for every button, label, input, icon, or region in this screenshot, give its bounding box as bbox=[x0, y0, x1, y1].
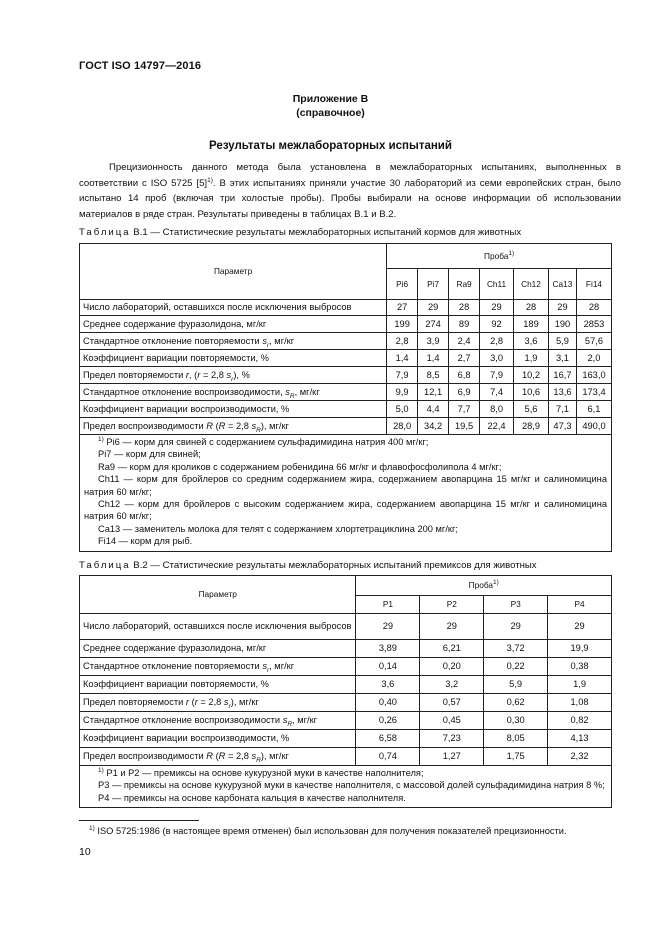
table-row bbox=[80, 367, 612, 384]
row-label-part: Стандартное отклонение воспроизводимости, bbox=[83, 386, 286, 397]
row-label-part: R bbox=[218, 751, 226, 761]
row-label-part: , ( bbox=[189, 369, 198, 380]
table-cell: 19,9 bbox=[548, 640, 612, 658]
row-label-part: = 2,8 bbox=[225, 751, 252, 761]
row-parameter bbox=[80, 730, 356, 748]
table-cell: 2,0 bbox=[576, 350, 611, 367]
table-cell: 3,2 bbox=[420, 676, 484, 694]
table-cell: 4,4 bbox=[418, 401, 449, 418]
table-cell: 7,7 bbox=[449, 401, 480, 418]
row-label-part: , мг/кг bbox=[269, 661, 295, 671]
table-cell: 28 bbox=[576, 300, 611, 316]
table1-column-header: Fi14 bbox=[576, 269, 611, 300]
row-label-part: Предел повторяемости bbox=[83, 369, 186, 380]
table-cell: 163,0 bbox=[576, 367, 611, 384]
table2 bbox=[79, 575, 612, 808]
table-row bbox=[80, 300, 612, 316]
row-label-subscript: R bbox=[256, 426, 261, 434]
table-cell: 3,0 bbox=[480, 350, 514, 367]
table1-caption bbox=[79, 227, 521, 238]
row-label-subscript: R bbox=[256, 756, 261, 764]
footnote-separator bbox=[79, 820, 199, 821]
table1-column-header: Ch11 bbox=[480, 269, 514, 300]
table-cell: 12,1 bbox=[418, 384, 449, 401]
row-label: Число лабораторий, оставшихся после исключения выбросов bbox=[83, 302, 352, 312]
row-label-part: r bbox=[194, 697, 198, 707]
table-cell: 7,23 bbox=[420, 730, 484, 748]
row-label-part: s bbox=[262, 661, 267, 671]
table-cell: 16,7 bbox=[548, 367, 576, 384]
table-row bbox=[80, 730, 612, 748]
table1-proba-footnote-ref: 1) bbox=[508, 249, 515, 257]
table-row bbox=[80, 658, 612, 676]
row-label-subscript: r bbox=[266, 341, 270, 349]
table-cell: 274 bbox=[418, 316, 449, 333]
page-number: 10 bbox=[79, 846, 91, 858]
row-label-part: r bbox=[197, 369, 201, 380]
table-cell: 9,9 bbox=[387, 384, 418, 401]
table1-column-header: Pi7 bbox=[418, 269, 449, 300]
table-cell: 6,9 bbox=[449, 384, 480, 401]
note-line bbox=[84, 523, 607, 535]
table-cell: 1,4 bbox=[418, 350, 449, 367]
table-cell: 29 bbox=[420, 614, 484, 640]
table2-column-header: P2 bbox=[420, 596, 484, 614]
table-cell: 8,0 bbox=[480, 401, 514, 418]
row-parameter bbox=[80, 350, 387, 367]
row-parameter bbox=[80, 300, 387, 316]
intro-footnote-ref: 1) bbox=[207, 176, 213, 184]
row-label-part: , мг/кг bbox=[269, 335, 295, 346]
table-cell: 28 bbox=[514, 300, 549, 316]
table-cell: 34,2 bbox=[418, 418, 449, 435]
table-cell: 57,6 bbox=[576, 333, 611, 350]
row-parameter bbox=[80, 640, 356, 658]
table-cell: 0,22 bbox=[484, 658, 548, 676]
row-label-part: Предел воспроизводимости bbox=[83, 420, 207, 431]
row-label-part: R bbox=[218, 420, 226, 431]
table-cell: 1,75 bbox=[484, 748, 548, 766]
table-cell: 490,0 bbox=[576, 418, 611, 435]
row-label-part: Стандартное отклонение повторяемости bbox=[83, 335, 263, 346]
table-cell: 3,6 bbox=[356, 676, 420, 694]
table-row bbox=[80, 384, 612, 401]
table-cell: 10,6 bbox=[514, 384, 549, 401]
table-cell: 0,14 bbox=[356, 658, 420, 676]
table-cell: 6,21 bbox=[420, 640, 484, 658]
row-label: Коэффициент вариации повторяемости, % bbox=[83, 352, 269, 363]
row-label-part: ( bbox=[212, 751, 219, 761]
table-row bbox=[80, 712, 612, 730]
appendix-title: Приложение В bbox=[292, 93, 369, 105]
table-cell: 189 bbox=[514, 316, 549, 333]
table2-proba-header bbox=[356, 576, 612, 596]
table-cell: 1,27 bbox=[420, 748, 484, 766]
table-cell: 8,05 bbox=[484, 730, 548, 748]
table-row bbox=[80, 401, 612, 418]
row-label-part: , мг/кг bbox=[294, 386, 320, 397]
row-label-part: R bbox=[206, 751, 213, 761]
row-label-part: , мг/кг bbox=[292, 715, 318, 725]
row-label-part: s bbox=[251, 420, 257, 431]
note-marker: 1) bbox=[98, 435, 104, 443]
table-row bbox=[80, 333, 612, 350]
table-cell: 3,9 bbox=[418, 333, 449, 350]
note-line bbox=[84, 473, 607, 498]
table-cell: 7,9 bbox=[480, 367, 514, 384]
row-label-part: s bbox=[223, 697, 229, 707]
footnote-text: ISO 5725:1986 (в настоящее время отменен) был использован для получения показателей прецизионности. bbox=[94, 826, 567, 836]
table-cell: 0,38 bbox=[548, 658, 612, 676]
table2-caption bbox=[79, 560, 537, 571]
row-parameter bbox=[80, 748, 356, 766]
table-cell: 173,4 bbox=[576, 384, 611, 401]
note-line bbox=[84, 461, 607, 473]
table-cell: 7,4 bbox=[480, 384, 514, 401]
note-line bbox=[84, 779, 607, 791]
row-label-subscript: r bbox=[228, 702, 231, 710]
table-cell: 28,9 bbox=[514, 418, 549, 435]
table-cell: 89 bbox=[449, 316, 480, 333]
note-line bbox=[84, 792, 607, 804]
note-line bbox=[84, 535, 607, 547]
table-row bbox=[80, 418, 612, 435]
table-cell: 5,9 bbox=[548, 333, 576, 350]
row-parameter bbox=[80, 694, 356, 712]
note-line bbox=[84, 448, 607, 460]
table1-notes-row bbox=[80, 435, 612, 552]
note-text: Ch12 — корм для бройлеров с высоким содержанием жира, содержанием авопарцина 15 мг/кг и салиномицина натрия 60 мг/кг; bbox=[84, 499, 607, 522]
table-cell: 29 bbox=[356, 614, 420, 640]
row-label-part: = 2,8 bbox=[200, 369, 227, 380]
table2-column-header: P3 bbox=[484, 596, 548, 614]
table-cell: 92 bbox=[480, 316, 514, 333]
table1-caption-label: Таблица bbox=[79, 227, 131, 238]
row-label-part: s bbox=[251, 751, 257, 761]
table2-proba-label: Проба bbox=[468, 580, 494, 590]
table-cell: 10,2 bbox=[514, 367, 549, 384]
table1-column-header: Ca13 bbox=[548, 269, 576, 300]
table-cell: 2,8 bbox=[480, 333, 514, 350]
table1-notes bbox=[80, 435, 612, 552]
table-row bbox=[80, 694, 612, 712]
table1-proba-header bbox=[387, 244, 612, 269]
table-cell: 199 bbox=[387, 316, 418, 333]
table-cell: 3,89 bbox=[356, 640, 420, 658]
note-text: P4 — премиксы на основе карбоната кальция в качестве наполнителя. bbox=[98, 792, 406, 803]
table-cell: 190 bbox=[548, 316, 576, 333]
row-label-part: ), мг/кг bbox=[260, 420, 289, 431]
table-row bbox=[80, 350, 612, 367]
row-label-part: Стандартное отклонение воспроизводимости bbox=[83, 715, 283, 725]
row-label-subscript: r bbox=[266, 666, 270, 674]
note-text: Ch11 — корм для бройлеров со средним содержанием жира, содержанием авопарцина 15 мг/кг и салиномицина натрия 60 мг/кг; bbox=[84, 474, 607, 497]
table-cell: 27 bbox=[387, 300, 418, 316]
section-title: Результаты межлабораторных испытаний bbox=[209, 140, 452, 152]
row-label-part: ), мг/кг bbox=[230, 697, 259, 707]
table-cell: 1,08 bbox=[548, 694, 612, 712]
intro-text-1: Прецизионность данного метода была установлена в межлабораторных испытаниях, выполненных в соответствии с ISO 5725 [5] bbox=[79, 162, 621, 189]
intro-paragraph bbox=[79, 160, 621, 222]
table-cell: 0,40 bbox=[356, 694, 420, 712]
note-text: Pi6 — корм для свиней с содержанием сульфадимидина натрия 400 мг/кг; bbox=[103, 437, 429, 447]
table1-caption-text: В.1 — Статистические результаты межлабораторных испытаний кормов для животных bbox=[133, 227, 522, 238]
row-label-part: s bbox=[285, 386, 290, 397]
table-cell: 0,82 bbox=[548, 712, 612, 730]
row-label: Среднее содержание фуразолидона, мг/кг bbox=[83, 643, 267, 653]
row-label-part: s bbox=[282, 715, 288, 725]
table2-caption-label: Таблица bbox=[79, 560, 131, 571]
table-cell: 0,30 bbox=[484, 712, 548, 730]
table1-proba-label: Проба bbox=[484, 250, 509, 261]
table-cell: 28,0 bbox=[387, 418, 418, 435]
table-row bbox=[80, 614, 612, 640]
table-cell: 3,1 bbox=[548, 350, 576, 367]
row-label-part: = 2,8 bbox=[225, 420, 252, 431]
table-cell: 29 bbox=[418, 300, 449, 316]
row-label-part: R bbox=[206, 420, 213, 431]
table-cell: 2853 bbox=[576, 316, 611, 333]
table1-column-header: Ch12 bbox=[514, 269, 549, 300]
table-cell: 0,45 bbox=[420, 712, 484, 730]
table-cell: 47,3 bbox=[548, 418, 576, 435]
row-label-subscript: R bbox=[289, 392, 295, 400]
row-label-part: s bbox=[262, 335, 267, 346]
row-label-part: Предел воспроизводимости bbox=[83, 751, 207, 761]
row-label-part: r bbox=[185, 697, 190, 707]
table-cell: 7,1 bbox=[548, 401, 576, 418]
row-parameter bbox=[80, 614, 356, 640]
table-cell: 5,6 bbox=[514, 401, 549, 418]
row-label-part: ), % bbox=[233, 369, 250, 380]
row-label: Коэффициент вариации воспроизводимости, % bbox=[83, 403, 290, 414]
table-cell: 0,74 bbox=[356, 748, 420, 766]
table-cell: 29 bbox=[484, 614, 548, 640]
note-text: Pi7 — корм для свиней; bbox=[98, 449, 201, 460]
table-cell: 0,62 bbox=[484, 694, 548, 712]
table-cell: 8,5 bbox=[418, 367, 449, 384]
table-cell: 5,9 bbox=[484, 676, 548, 694]
footnote bbox=[79, 826, 612, 836]
row-parameter bbox=[80, 384, 387, 401]
table2-notes-row bbox=[80, 766, 612, 808]
table-cell: 7,9 bbox=[387, 367, 418, 384]
table-cell: 6,8 bbox=[449, 367, 480, 384]
note-text: Ra9 — корм для кроликов с содержанием робенидина 66 мг/кг и флавофосфолипола 4 мг/кг; bbox=[98, 461, 502, 472]
table-cell: 6,58 bbox=[356, 730, 420, 748]
table-cell: 28 bbox=[449, 300, 480, 316]
table-row bbox=[80, 676, 612, 694]
table-row bbox=[80, 316, 612, 333]
table-cell: 0,26 bbox=[356, 712, 420, 730]
row-label-subscript: r bbox=[231, 375, 234, 383]
table-cell: 3,6 bbox=[514, 333, 549, 350]
intro-text-2: . В этих испытаниях приняли участие 30 лабораторий из семи европейских стран, было испытано 14 проб (включая три холостые пробы). Пробы выбирали на основе информации об использовании материалов в ряде стран. Результаты приведены в таблицах В.1 и В.2. bbox=[79, 177, 621, 220]
table-cell: 29 bbox=[548, 300, 576, 316]
note-line bbox=[84, 767, 607, 779]
table2-proba-footnote-ref: 1) bbox=[493, 579, 499, 587]
table-cell: 2,8 bbox=[387, 333, 418, 350]
appendix-subtitle: (справочное) bbox=[296, 107, 365, 119]
row-parameter bbox=[80, 712, 356, 730]
row-label-part: s bbox=[226, 369, 232, 380]
appendix-heading bbox=[0, 92, 661, 120]
row-parameter bbox=[80, 401, 387, 418]
row-label-part: ( bbox=[212, 420, 219, 431]
row-parameter bbox=[80, 316, 387, 333]
note-marker: 1) bbox=[98, 766, 104, 774]
table1-param-header: Параметр bbox=[80, 244, 387, 300]
row-label-part: ( bbox=[189, 697, 195, 707]
row-label-part: ), мг/кг bbox=[260, 751, 289, 761]
table-cell: 29 bbox=[548, 614, 612, 640]
table-cell: 1,9 bbox=[548, 676, 612, 694]
row-label-part: Предел повторяемости bbox=[83, 697, 186, 707]
row-parameter bbox=[80, 658, 356, 676]
row-label: Коэффициент вариации повторяемости, % bbox=[83, 679, 269, 689]
table-cell: 4,13 bbox=[548, 730, 612, 748]
table-cell: 6,1 bbox=[576, 401, 611, 418]
row-label: Число лабораторий, оставшихся после исключения выбросов bbox=[83, 621, 352, 631]
table1-column-header: Pi6 bbox=[387, 269, 418, 300]
table2-param-header: Параметр bbox=[80, 576, 356, 614]
table1 bbox=[79, 243, 612, 552]
table2-notes bbox=[80, 766, 612, 808]
row-label: Коэффициент вариации воспроизводимости, % bbox=[83, 733, 290, 743]
note-text: P1 и P2 — премиксы на основе кукурузной муки в качестве наполнителя; bbox=[103, 768, 424, 778]
table-cell: 1,9 bbox=[514, 350, 549, 367]
row-parameter bbox=[80, 418, 387, 435]
table-cell: 0,20 bbox=[420, 658, 484, 676]
table2-column-header: P4 bbox=[548, 596, 612, 614]
note-text: Fi14 — корм для рыб. bbox=[98, 536, 193, 547]
row-label-part: Стандартное отклонение повторяемости bbox=[83, 661, 263, 671]
table2-column-header: P1 bbox=[356, 596, 420, 614]
table-cell: 1,4 bbox=[387, 350, 418, 367]
document-header: ГОСТ ISO 14797—2016 bbox=[79, 60, 202, 72]
footnote-marker: 1) bbox=[89, 824, 95, 832]
table-cell: 2,32 bbox=[548, 748, 612, 766]
row-label-subscript: R bbox=[287, 720, 293, 728]
table1-column-header: Ra9 bbox=[449, 269, 480, 300]
table-cell: 22,4 bbox=[480, 418, 514, 435]
note-text: Ca13 — заменитель молока для телят с содержанием хлортетрациклина 200 мг/кг; bbox=[98, 523, 458, 534]
table-cell: 0,57 bbox=[420, 694, 484, 712]
row-parameter bbox=[80, 367, 387, 384]
row-parameter bbox=[80, 333, 387, 350]
table-cell: 3,72 bbox=[484, 640, 548, 658]
table-cell: 13,6 bbox=[548, 384, 576, 401]
row-label: Среднее содержание фуразолидона, мг/кг bbox=[83, 318, 267, 329]
note-line bbox=[84, 436, 607, 448]
table2-caption-text: В.2 — Статистические результаты межлабораторных испытаний премиксов для животных bbox=[133, 560, 537, 571]
row-label-part: r bbox=[185, 369, 190, 380]
note-line bbox=[84, 498, 607, 523]
row-parameter bbox=[80, 676, 356, 694]
table-cell: 29 bbox=[480, 300, 514, 316]
table-cell: 2,7 bbox=[449, 350, 480, 367]
table-cell: 5,0 bbox=[387, 401, 418, 418]
table-row bbox=[80, 748, 612, 766]
row-label-part: = 2,8 bbox=[197, 697, 224, 707]
table-cell: 2,4 bbox=[449, 333, 480, 350]
table-row bbox=[80, 640, 612, 658]
note-text: P3 — премиксы на основе кукурузной муки в качестве наполнителя, с массовой долей сульфадимидина натрия 8 %; bbox=[98, 780, 605, 791]
table-cell: 19,5 bbox=[449, 418, 480, 435]
